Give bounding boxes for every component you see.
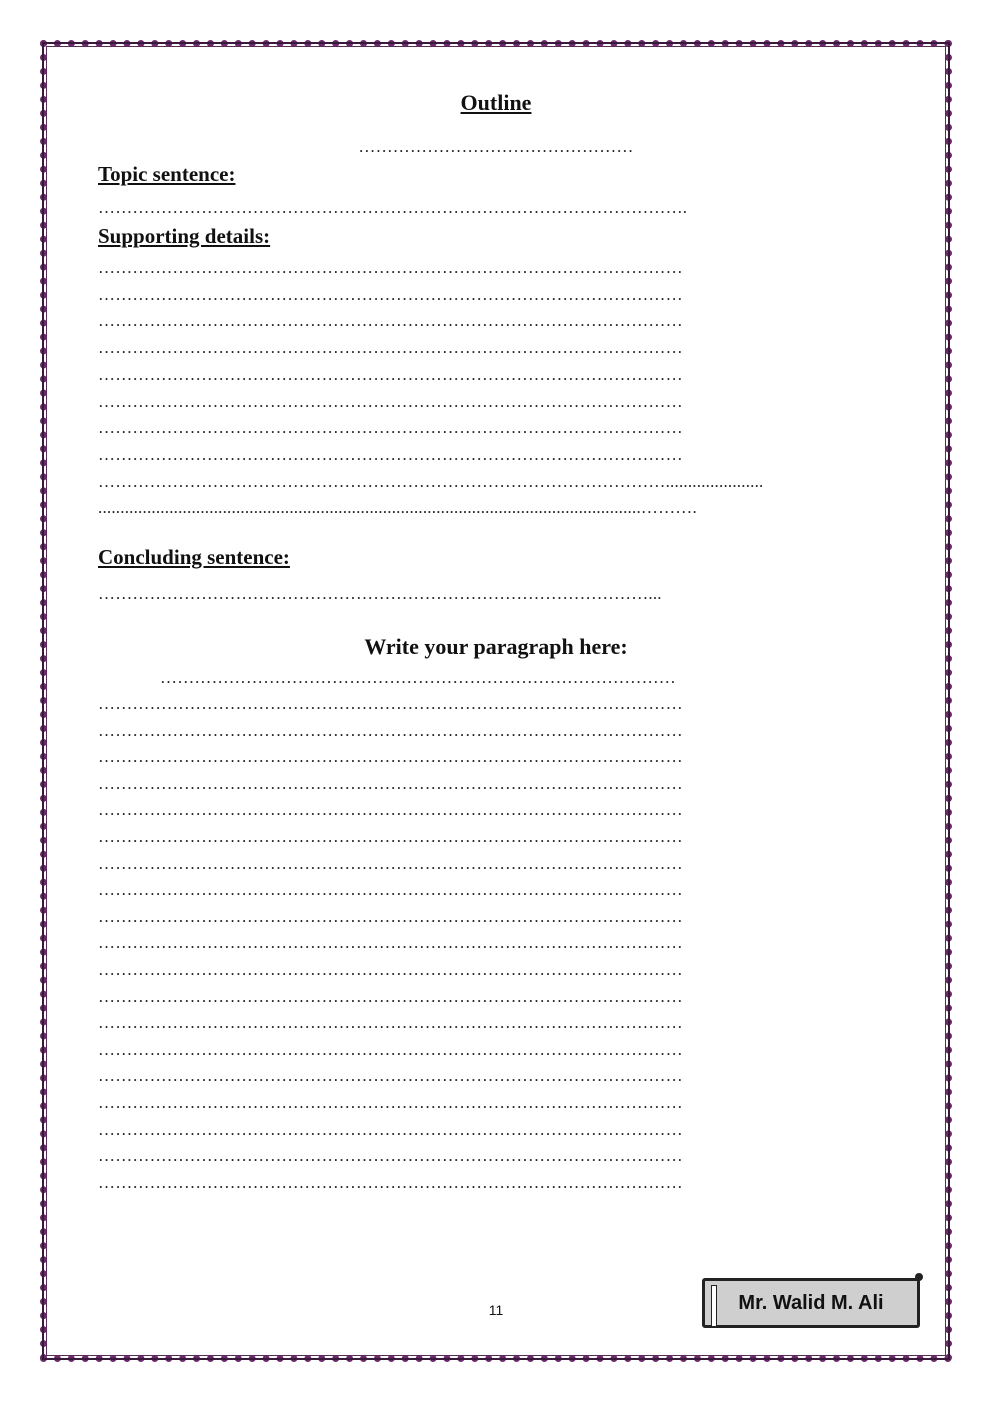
concluding-sentence-label: Concluding sentence: — [98, 545, 290, 569]
paragraph-line[interactable]: ………………………………………………………………………………………… — [98, 986, 683, 1006]
paragraph-line[interactable]: ………………………………………………………………………………………… — [98, 880, 683, 900]
title-fill-line[interactable]: ………………………………………… — [358, 137, 634, 156]
author-name: Mr. Walid M. Ali — [738, 1292, 884, 1314]
paragraph-line[interactable]: ………………………………………………………………………………………… — [98, 960, 683, 979]
paragraph-line[interactable]: ………………………………………………………………………………………… — [98, 1093, 683, 1112]
author-scroll-banner — [702, 1278, 920, 1328]
paragraph-line[interactable]: ………………………………………………………………………………………… — [98, 773, 683, 793]
supporting-detail-line[interactable]: ………………………………………………………………………………………… — [98, 338, 683, 358]
paragraph-first-line[interactable]: ……………………………………………………………………………… — [160, 668, 676, 687]
supporting-detail-line[interactable]: ..........................................................................................................................………. — [98, 498, 697, 518]
concluding-sentence-line[interactable]: ……………………………………………………………………………………... — [98, 584, 662, 603]
paragraph-line[interactable]: ………………………………………………………………………………………… — [98, 1039, 683, 1059]
supporting-detail-line[interactable]: ………………………………………………………………………………………… — [98, 391, 683, 411]
topic-sentence-line[interactable]: …………………………………………………………………………………………. — [98, 198, 688, 217]
supporting-detail-line[interactable]: ………………………………………………………………………………………… — [98, 284, 683, 304]
paragraph-line[interactable]: ………………………………………………………………………………………… — [98, 853, 683, 873]
paragraph-line[interactable]: ………………………………………………………………………………………… — [98, 1066, 683, 1086]
paragraph-line[interactable]: ………………………………………………………………………………………… — [98, 720, 683, 740]
supporting-detail-line[interactable]: ………………………………………………………………………………………...................... — [98, 471, 764, 491]
paragraph-line[interactable]: ………………………………………………………………………………………… — [98, 694, 683, 713]
supporting-detail-line[interactable]: ………………………………………………………………………………………… — [98, 311, 683, 331]
paragraph-heading: Write your paragraph here: — [364, 634, 628, 659]
supporting-detail-line[interactable]: ………………………………………………………………………………………… — [98, 418, 683, 438]
topic-sentence-label: Topic sentence: — [98, 162, 236, 186]
paragraph-line[interactable]: ………………………………………………………………………………………… — [98, 906, 683, 926]
supporting-detail-line[interactable]: ………………………………………………………………………………………… — [98, 258, 683, 277]
supporting-details-label: Supporting details: — [98, 224, 271, 248]
page-number: 11 — [488, 1302, 504, 1318]
supporting-detail-line[interactable]: ………………………………………………………………………………………… — [98, 364, 683, 384]
page-title: Outline — [460, 90, 532, 115]
paragraph-line[interactable]: ………………………………………………………………………………………… — [98, 933, 683, 953]
paragraph-line[interactable]: ………………………………………………………………………………………… — [98, 747, 683, 767]
supporting-detail-line[interactable]: ………………………………………………………………………………………… — [98, 444, 683, 464]
paragraph-line[interactable]: ………………………………………………………………………………………… — [98, 827, 683, 846]
paragraph-line[interactable]: ………………………………………………………………………………………… — [98, 1013, 683, 1033]
paragraph-line[interactable]: ………………………………………………………………………………………… — [98, 800, 683, 820]
paragraph-line[interactable]: ………………………………………………………………………………………… — [98, 1119, 683, 1139]
paragraph-line[interactable]: ………………………………………………………………………………………… — [98, 1146, 683, 1166]
paragraph-line[interactable]: ………………………………………………………………………………………… — [98, 1172, 683, 1192]
